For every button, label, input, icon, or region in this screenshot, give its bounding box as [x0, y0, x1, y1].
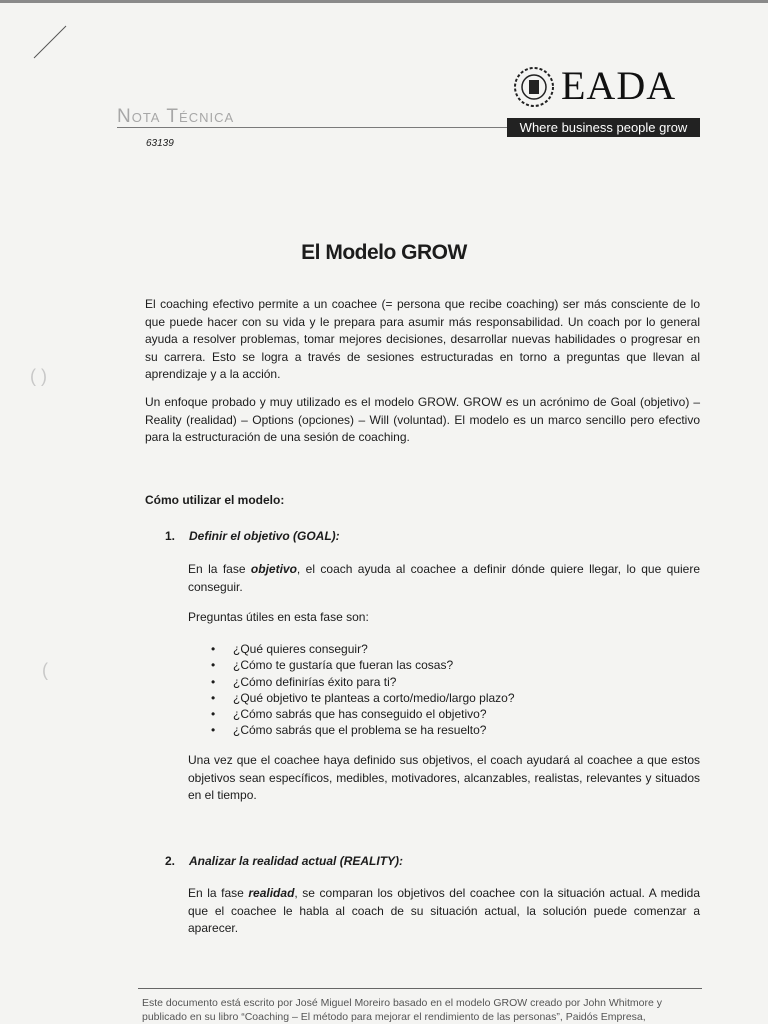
list-item: • ¿Cómo sabrás que has conseguido el objetivo? — [188, 706, 515, 722]
intro-paragraph-2: Un enfoque probado y muy utilizado es el modelo GROW. GROW es un acrónimo de Goal (objetivo) – Reality (realidad) – Options (opciones) – Will (voluntad). El modelo es un marco sencillo pero efectivo para la estructuración de una sesión de coaching. — [145, 395, 700, 444]
questions-intro: Preguntas útiles en esta fase son: — [188, 610, 369, 624]
step-2-number: 2. — [165, 854, 176, 868]
section-heading: Cómo utilizar el modelo: — [145, 493, 285, 507]
keyword-objetivo: objetivo — [250, 562, 297, 576]
footer-divider — [138, 988, 702, 989]
footer-note: Este documento está escrito por José Miguel Moreiro basado en el modelo GROW creado por John Whitmore y publicado en su libro “Coaching – El método para mejorar el rendimiento de las personas”, Paidós Empresa, — [142, 997, 662, 1023]
step-2-heading — [165, 854, 403, 868]
pen-stroke-mark — [30, 22, 70, 62]
seal-icon — [513, 66, 555, 108]
step-1-closing: Una vez que el coachee haya definido sus objetivos, el coach ayudará al coachee a que estos objetivos sean específicos, medibles, motivadores, alcanzables, realistas, relevantes y situados en el tiempo. — [188, 753, 700, 802]
step-2-description: En la fase realidad, se comparan los objetivos del coachee con la situación actual. A medida que el coachee le habla al coach de su situación actual, la solución puede comenzar a aparecer. — [188, 886, 700, 935]
step-2-title: Analizar la realidad actual (REALITY): — [189, 854, 404, 868]
list-item: • ¿Cómo sabrás que el problema se ha resuelto? — [188, 722, 515, 738]
logo-tagline: Where business people grow — [507, 118, 700, 137]
punch-hole-mark: ( — [42, 660, 48, 680]
list-item: • ¿Cómo definirías éxito para ti? — [188, 674, 515, 690]
list-item: • ¿Qué quieres conseguir? — [188, 641, 515, 657]
document-code: 63139 — [146, 138, 174, 149]
questions-list — [188, 641, 515, 739]
punch-hole-mark: ( ) — [30, 366, 47, 386]
intro-paragraph-1: El coaching efectivo permite a un coachee (= persona que recibe coaching) ser más consciente de lo que puede hacer con su vida y le prepara para asumir más responsabilidad. Un coach por lo general ayuda a resolver problemas, tomar mejores decisiones, desarrollar nuevas habilidades o progresar en su carrera. Esto se logra a través de sesiones estructuradas en torno a preguntas que llevan al aprendizaje y a la acción. — [145, 297, 700, 381]
eada-logo — [507, 63, 702, 140]
step-1-number: 1. — [165, 529, 176, 543]
scan-top-edge — [0, 0, 768, 3]
document-type-label: Nota Técnica — [117, 106, 235, 127]
step-1-description: En la fase objetivo, el coach ayuda al coachee a definir dónde quiere llegar, lo que quiere conseguir. — [188, 562, 701, 594]
logo-wordmark: EADA — [561, 63, 677, 108]
step-1-title: Definir el objetivo (GOAL): — [189, 529, 340, 543]
step-1-heading — [165, 529, 340, 543]
header-divider — [117, 127, 507, 128]
keyword-realidad: realidad — [248, 886, 295, 900]
list-item: • ¿Qué objetivo te planteas a corto/medio/largo plazo? — [188, 690, 515, 706]
list-item: • ¿Cómo te gustaría que fueran las cosas? — [188, 657, 515, 673]
document-title: El Modelo GROW — [301, 241, 467, 264]
